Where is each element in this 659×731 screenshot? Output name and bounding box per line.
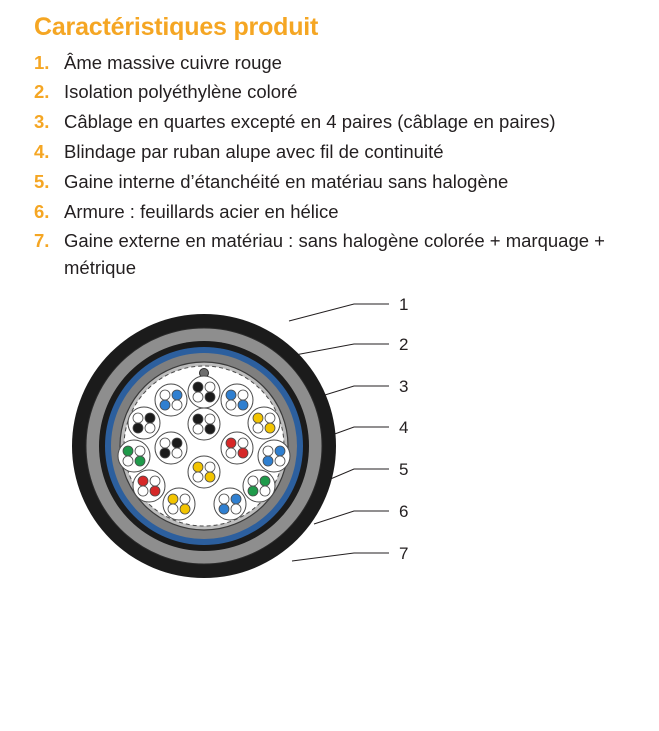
list-item-label: Armure : feuillards acier en hélice [64, 200, 339, 222]
list-item-label: Blindage par ruban alupe avec fil de continuité [64, 140, 444, 162]
list-item-number: 1. [34, 51, 50, 73]
cable-layers [72, 314, 336, 578]
cable-cross-section-diagram [34, 296, 659, 596]
list-item-number: 3. [34, 111, 50, 133]
cable-cross-section-figure [34, 296, 641, 596]
list-item [34, 169, 641, 196]
callout-label-1: 1 [399, 296, 409, 314]
callout-label-7: 7 [399, 544, 409, 563]
list-item [34, 109, 641, 136]
list-item [34, 139, 641, 166]
list-item-label: Isolation polyéthylène coloré [64, 81, 298, 103]
list-item-number: 4. [34, 140, 50, 162]
list-item [34, 228, 641, 282]
list-item [34, 199, 641, 226]
list-item-label: Gaine interne d’étanchéité en matériau sans halogène [64, 170, 509, 192]
list-item-label: Câblage en quartes excepté en 4 paires (câblage en paires) [64, 111, 556, 133]
features-list [34, 50, 641, 283]
list-item-number: 7. [34, 230, 50, 252]
list-item-number: 6. [34, 200, 50, 222]
callout-label-5: 5 [399, 460, 409, 479]
list-item [34, 50, 641, 77]
callout-label-2: 2 [399, 335, 409, 354]
callout-label-6: 6 [399, 502, 409, 521]
list-item-number: 5. [34, 170, 50, 192]
list-item-label: Âme massive cuivre rouge [64, 51, 282, 73]
callout-label-4: 4 [399, 418, 409, 437]
list-item-label: Gaine externe en matériau : sans halogène colorée + marquage + métrique [64, 230, 605, 279]
page-title: Caractéristiques produit [34, 13, 319, 41]
callout-label-3: 3 [399, 377, 409, 396]
list-item-number: 2. [34, 81, 50, 103]
list-item [34, 79, 641, 106]
